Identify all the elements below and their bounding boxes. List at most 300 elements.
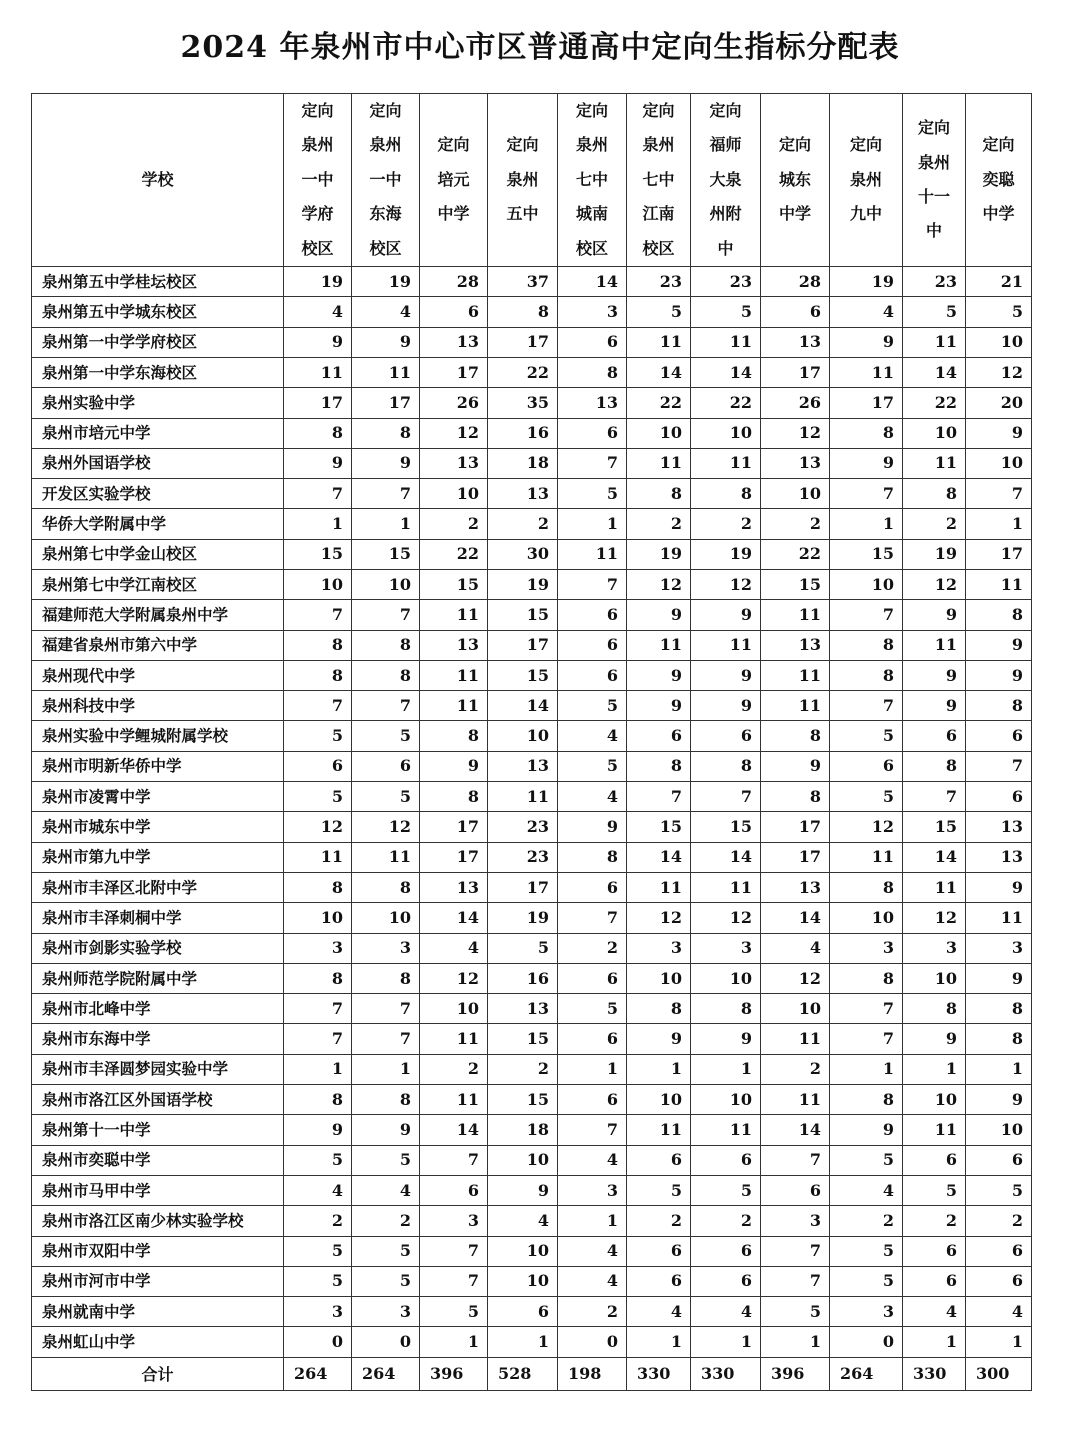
quota-cell: 12 — [966, 357, 1032, 387]
school-name: 泉州第五中学桂坛校区 — [32, 267, 284, 297]
quota-cell: 6 — [627, 1236, 691, 1266]
quota-cell: 0 — [830, 1327, 903, 1357]
quota-cell: 4 — [284, 297, 352, 327]
column-header-line: 一中 — [301, 169, 334, 189]
quota-cell: 6 — [558, 600, 627, 630]
quota-cell: 13 — [966, 842, 1032, 872]
quota-cell: 17 — [420, 812, 488, 842]
quota-cell: 9 — [284, 1115, 352, 1145]
table-row — [32, 721, 1032, 751]
table-row — [32, 600, 1032, 630]
quota-cell: 8 — [420, 721, 488, 751]
quota-cell: 9 — [352, 327, 420, 357]
quota-cell: 7 — [352, 691, 420, 721]
quota-cell: 9 — [558, 812, 627, 842]
quota-cell: 11 — [627, 872, 691, 902]
quota-cell: 2 — [966, 1206, 1032, 1236]
quota-cell: 10 — [352, 570, 420, 600]
column-header-line: 定向 — [778, 135, 811, 155]
school-name: 泉州市双阳中学 — [32, 1236, 284, 1266]
quota-cell: 30 — [488, 539, 558, 569]
column-header-line: 七中 — [642, 169, 675, 189]
quota-cell: 5 — [830, 782, 903, 812]
quota-cell: 4 — [558, 782, 627, 812]
quota-cell: 6 — [558, 872, 627, 902]
quota-cell: 9 — [966, 660, 1032, 690]
quota-cell: 18 — [488, 1115, 558, 1145]
quota-cell: 12 — [284, 812, 352, 842]
quota-cell: 12 — [761, 418, 830, 448]
quota-cell: 15 — [420, 570, 488, 600]
quota-cell: 15 — [284, 539, 352, 569]
quota-cell: 14 — [488, 691, 558, 721]
quota-cell: 6 — [627, 721, 691, 751]
table-row — [32, 1206, 1032, 1236]
quota-cell: 28 — [761, 267, 830, 297]
table-row — [32, 1054, 1032, 1084]
quota-cell: 11 — [558, 539, 627, 569]
table-row — [32, 903, 1032, 933]
quota-cell: 11 — [627, 327, 691, 357]
quota-cell: 4 — [627, 1297, 691, 1327]
table-row — [32, 630, 1032, 660]
quota-cell: 11 — [903, 327, 966, 357]
quota-cell: 7 — [352, 1024, 420, 1054]
column-header-line: 泉州 — [369, 135, 402, 155]
school-name: 泉州市北峰中学 — [32, 994, 284, 1024]
quota-cell: 7 — [284, 691, 352, 721]
school-name: 福建师范大学附属泉州中学 — [32, 600, 284, 630]
quota-cell: 11 — [761, 660, 830, 690]
quota-cell: 12 — [627, 570, 691, 600]
quota-cell: 15 — [830, 539, 903, 569]
quota-cell: 6 — [558, 963, 627, 993]
school-name: 泉州市丰泽区北附中学 — [32, 872, 284, 902]
school-name: 泉州第七中学金山校区 — [32, 539, 284, 569]
quota-cell: 9 — [691, 600, 761, 630]
school-name: 泉州市奕聪中学 — [32, 1145, 284, 1175]
quota-cell: 15 — [627, 812, 691, 842]
table-row — [32, 1024, 1032, 1054]
quota-cell: 9 — [830, 448, 903, 478]
quota-cell: 6 — [966, 1236, 1032, 1266]
column-header-line: 大泉 — [709, 169, 742, 189]
quota-cell: 6 — [558, 1024, 627, 1054]
quota-cell: 19 — [488, 903, 558, 933]
quota-cell: 19 — [691, 539, 761, 569]
quota-cell: 5 — [903, 297, 966, 327]
quota-cell: 3 — [903, 933, 966, 963]
quota-cell: 22 — [420, 539, 488, 569]
quota-cell: 6 — [966, 1266, 1032, 1296]
quota-cell: 18 — [488, 448, 558, 478]
quota-cell: 23 — [627, 267, 691, 297]
quota-cell: 4 — [558, 721, 627, 751]
quota-cell: 14 — [903, 842, 966, 872]
quota-cell: 1 — [691, 1054, 761, 1084]
column-header-line: 州附 — [709, 204, 742, 224]
quota-cell: 2 — [558, 933, 627, 963]
quota-cell: 7 — [761, 1266, 830, 1296]
column-header — [830, 94, 903, 267]
quota-cell: 1 — [830, 509, 903, 539]
quota-cell: 6 — [903, 1145, 966, 1175]
quota-cell: 10 — [830, 570, 903, 600]
school-name: 泉州第七中学江南校区 — [32, 570, 284, 600]
quota-cell: 7 — [691, 782, 761, 812]
quota-cell: 5 — [558, 994, 627, 1024]
quota-cell: 5 — [352, 1236, 420, 1266]
quota-cell: 6 — [691, 1145, 761, 1175]
quota-cell: 10 — [903, 418, 966, 448]
quota-cell: 11 — [352, 357, 420, 387]
table-row — [32, 1266, 1032, 1296]
table-row — [32, 570, 1032, 600]
school-name: 泉州第十一中学 — [32, 1115, 284, 1145]
quota-cell: 4 — [761, 933, 830, 963]
total-cell: 396 — [420, 1357, 488, 1390]
quota-cell: 12 — [761, 963, 830, 993]
quota-cell: 13 — [488, 994, 558, 1024]
quota-cell: 4 — [352, 1175, 420, 1205]
quota-cell: 11 — [691, 630, 761, 660]
quota-cell: 9 — [903, 1024, 966, 1054]
total-cell: 264 — [284, 1357, 352, 1390]
total-cell: 330 — [627, 1357, 691, 1390]
quota-cell: 6 — [761, 297, 830, 327]
quota-cell: 2 — [488, 509, 558, 539]
quota-cell: 8 — [830, 1085, 903, 1115]
quota-cell: 6 — [558, 1085, 627, 1115]
column-header-line: 定向 — [849, 135, 882, 155]
quota-cell: 6 — [691, 1236, 761, 1266]
quota-cell: 9 — [420, 751, 488, 781]
quota-cell: 4 — [488, 1206, 558, 1236]
quota-cell: 11 — [284, 842, 352, 872]
quota-cell: 5 — [352, 1266, 420, 1296]
quota-cell: 8 — [761, 721, 830, 751]
quota-cell: 22 — [691, 388, 761, 418]
table-row — [32, 479, 1032, 509]
quota-cell: 7 — [761, 1236, 830, 1266]
quota-cell: 6 — [420, 297, 488, 327]
quota-cell: 5 — [488, 933, 558, 963]
quota-cell: 17 — [761, 357, 830, 387]
column-header-line: 一中 — [369, 169, 402, 189]
quota-cell: 2 — [352, 1206, 420, 1236]
school-name: 泉州市剑影实验学校 — [32, 933, 284, 963]
school-name: 泉州实验中学 — [32, 388, 284, 418]
quota-cell: 8 — [284, 660, 352, 690]
quota-cell: 23 — [488, 812, 558, 842]
quota-cell: 11 — [420, 1085, 488, 1115]
quota-cell: 6 — [966, 721, 1032, 751]
quota-cell: 10 — [488, 1266, 558, 1296]
quota-cell: 10 — [761, 994, 830, 1024]
quota-cell: 1 — [352, 1054, 420, 1084]
quota-cell: 5 — [830, 1236, 903, 1266]
allocation-table — [31, 93, 1032, 1391]
quota-cell: 5 — [284, 721, 352, 751]
quota-cell: 12 — [691, 570, 761, 600]
column-header-line: 中 — [925, 221, 942, 241]
table-row — [32, 448, 1032, 478]
column-header — [691, 94, 761, 267]
school-name: 泉州市洛江区南少林实验学校 — [32, 1206, 284, 1236]
quota-cell: 6 — [903, 1266, 966, 1296]
quota-cell: 1 — [558, 1206, 627, 1236]
quota-cell: 11 — [691, 448, 761, 478]
quota-cell: 8 — [352, 1085, 420, 1115]
quota-cell: 1 — [830, 1054, 903, 1084]
table-row — [32, 297, 1032, 327]
quota-cell: 7 — [420, 1145, 488, 1175]
quota-cell: 12 — [420, 963, 488, 993]
quota-cell: 17 — [488, 327, 558, 357]
quota-cell: 15 — [488, 1085, 558, 1115]
quota-cell: 5 — [830, 1266, 903, 1296]
column-header — [761, 94, 830, 267]
table-row — [32, 509, 1032, 539]
quota-cell: 21 — [966, 267, 1032, 297]
quota-cell: 7 — [830, 600, 903, 630]
quota-cell: 8 — [284, 963, 352, 993]
table-row — [32, 1085, 1032, 1115]
quota-cell: 11 — [903, 872, 966, 902]
school-name: 泉州市凌霄中学 — [32, 782, 284, 812]
table-row — [32, 539, 1032, 569]
quota-cell: 9 — [488, 1175, 558, 1205]
quota-cell: 6 — [627, 1145, 691, 1175]
quota-cell: 7 — [284, 479, 352, 509]
column-header-line: 九中 — [849, 204, 882, 224]
column-header-line: 校区 — [642, 238, 675, 258]
quota-cell: 11 — [966, 570, 1032, 600]
school-name: 开发区实验学校 — [32, 479, 284, 509]
total-cell: 198 — [558, 1357, 627, 1390]
quota-cell: 6 — [691, 1266, 761, 1296]
quota-cell: 11 — [691, 1115, 761, 1145]
quota-cell: 17 — [761, 842, 830, 872]
quota-cell: 23 — [488, 842, 558, 872]
quota-cell: 7 — [284, 1024, 352, 1054]
column-header — [488, 94, 558, 267]
quota-cell: 2 — [284, 1206, 352, 1236]
quota-cell: 15 — [488, 1024, 558, 1054]
column-header-line: 定向 — [642, 101, 675, 120]
quota-cell: 16 — [488, 418, 558, 448]
column-header-line: 城南 — [575, 204, 608, 224]
quota-cell: 8 — [627, 751, 691, 781]
quota-cell: 5 — [284, 1145, 352, 1175]
school-name: 泉州市培元中学 — [32, 418, 284, 448]
school-name: 泉州科技中学 — [32, 691, 284, 721]
total-row — [32, 1357, 1032, 1390]
column-header-line: 培元 — [437, 169, 470, 189]
quota-cell: 1 — [284, 1054, 352, 1084]
quota-cell: 6 — [691, 721, 761, 751]
quota-cell: 9 — [691, 660, 761, 690]
quota-cell: 8 — [352, 963, 420, 993]
quota-cell: 7 — [420, 1236, 488, 1266]
table-row — [32, 327, 1032, 357]
quota-cell: 10 — [691, 418, 761, 448]
quota-cell: 7 — [830, 479, 903, 509]
quota-cell: 8 — [830, 872, 903, 902]
quota-cell: 1 — [558, 1054, 627, 1084]
quota-cell: 11 — [761, 1024, 830, 1054]
quota-cell: 9 — [903, 660, 966, 690]
quota-cell: 23 — [691, 267, 761, 297]
school-name: 泉州就南中学 — [32, 1297, 284, 1327]
quota-cell: 4 — [558, 1236, 627, 1266]
column-header-line: 泉州 — [506, 169, 539, 189]
quota-cell: 8 — [830, 418, 903, 448]
quota-cell: 9 — [966, 872, 1032, 902]
quota-cell: 5 — [627, 1175, 691, 1205]
quota-cell: 2 — [761, 1054, 830, 1084]
quota-cell: 2 — [903, 1206, 966, 1236]
quota-cell: 11 — [627, 630, 691, 660]
quota-cell: 11 — [420, 691, 488, 721]
quota-cell: 10 — [903, 1085, 966, 1115]
column-header — [352, 94, 420, 267]
school-name: 泉州市城东中学 — [32, 812, 284, 842]
table-row — [32, 812, 1032, 842]
quota-cell: 10 — [627, 1085, 691, 1115]
quota-cell: 1 — [691, 1327, 761, 1357]
total-cell: 330 — [691, 1357, 761, 1390]
school-name: 泉州现代中学 — [32, 660, 284, 690]
column-header-line: 定向 — [917, 118, 950, 138]
quota-cell: 19 — [903, 539, 966, 569]
column-header — [284, 94, 352, 267]
table-row — [32, 1236, 1032, 1266]
table-row — [32, 267, 1032, 297]
quota-cell: 6 — [488, 1297, 558, 1327]
quota-cell: 26 — [761, 388, 830, 418]
quota-cell: 7 — [420, 1266, 488, 1296]
quota-cell: 8 — [558, 357, 627, 387]
quota-cell: 13 — [761, 630, 830, 660]
quota-cell: 11 — [761, 1085, 830, 1115]
quota-cell: 35 — [488, 388, 558, 418]
quota-cell: 4 — [903, 1297, 966, 1327]
quota-cell: 11 — [420, 600, 488, 630]
school-name: 泉州外国语学校 — [32, 448, 284, 478]
quota-cell: 8 — [420, 782, 488, 812]
quota-cell: 6 — [284, 751, 352, 781]
quota-cell: 9 — [627, 600, 691, 630]
quota-cell: 1 — [966, 1054, 1032, 1084]
quota-cell: 8 — [352, 630, 420, 660]
table-row — [32, 660, 1032, 690]
quota-cell: 5 — [558, 479, 627, 509]
quota-cell: 5 — [691, 1175, 761, 1205]
quota-cell: 6 — [761, 1175, 830, 1205]
quota-cell: 10 — [284, 570, 352, 600]
quota-cell: 12 — [830, 812, 903, 842]
quota-cell: 5 — [691, 297, 761, 327]
quota-cell: 10 — [488, 1236, 558, 1266]
quota-cell: 1 — [761, 1327, 830, 1357]
quota-cell: 10 — [284, 903, 352, 933]
quota-cell: 8 — [761, 782, 830, 812]
quota-cell: 13 — [558, 388, 627, 418]
column-header — [558, 94, 627, 267]
school-name: 泉州第五中学城东校区 — [32, 297, 284, 327]
quota-cell: 9 — [903, 691, 966, 721]
quota-cell: 6 — [903, 1236, 966, 1266]
table-row — [32, 933, 1032, 963]
quota-cell: 8 — [830, 660, 903, 690]
quota-cell: 11 — [488, 782, 558, 812]
quota-cell: 5 — [352, 721, 420, 751]
column-header-line: 十一 — [917, 187, 950, 207]
quota-cell: 14 — [761, 903, 830, 933]
quota-cell: 6 — [558, 660, 627, 690]
quota-cell: 8 — [284, 872, 352, 902]
quota-cell: 6 — [558, 630, 627, 660]
quota-cell: 10 — [761, 479, 830, 509]
school-name: 泉州市第九中学 — [32, 842, 284, 872]
quota-cell: 8 — [966, 994, 1032, 1024]
quota-cell: 4 — [558, 1266, 627, 1296]
quota-cell: 7 — [352, 994, 420, 1024]
quota-cell: 17 — [488, 872, 558, 902]
table-row — [32, 357, 1032, 387]
quota-cell: 6 — [966, 782, 1032, 812]
quota-cell: 7 — [558, 903, 627, 933]
school-name: 泉州市明新华侨中学 — [32, 751, 284, 781]
column-header-line: 定向 — [301, 101, 334, 120]
column-header-line: 五中 — [506, 204, 539, 224]
column-header-line: 定向 — [982, 135, 1015, 155]
quota-cell: 13 — [420, 448, 488, 478]
quota-cell: 10 — [352, 903, 420, 933]
column-header-line: 中学 — [982, 204, 1015, 224]
quota-cell: 13 — [420, 327, 488, 357]
quota-cell: 5 — [966, 1175, 1032, 1205]
quota-cell: 8 — [352, 660, 420, 690]
school-name: 泉州市河市中学 — [32, 1266, 284, 1296]
quota-cell: 14 — [627, 842, 691, 872]
column-header-line: 校区 — [575, 238, 608, 258]
column-header — [903, 94, 966, 267]
quota-cell: 15 — [903, 812, 966, 842]
quota-cell: 17 — [830, 388, 903, 418]
quota-cell: 6 — [903, 721, 966, 751]
quota-cell: 12 — [903, 570, 966, 600]
column-header-line: 校区 — [369, 238, 402, 258]
quota-cell: 9 — [691, 1024, 761, 1054]
quota-cell: 7 — [352, 600, 420, 630]
quota-cell: 1 — [352, 509, 420, 539]
quota-cell: 10 — [420, 479, 488, 509]
total-cell: 528 — [488, 1357, 558, 1390]
column-header-line: 泉州 — [301, 135, 334, 155]
quota-cell: 9 — [284, 327, 352, 357]
page-title: 2024 年泉州市中心市区普通高中定向生指标分配表 — [180, 30, 900, 65]
quota-cell: 7 — [966, 479, 1032, 509]
quota-cell: 14 — [691, 842, 761, 872]
quota-cell: 9 — [627, 691, 691, 721]
quota-cell: 10 — [903, 963, 966, 993]
quota-cell: 8 — [352, 418, 420, 448]
quota-cell: 37 — [488, 267, 558, 297]
quota-cell: 8 — [691, 751, 761, 781]
table-row — [32, 963, 1032, 993]
